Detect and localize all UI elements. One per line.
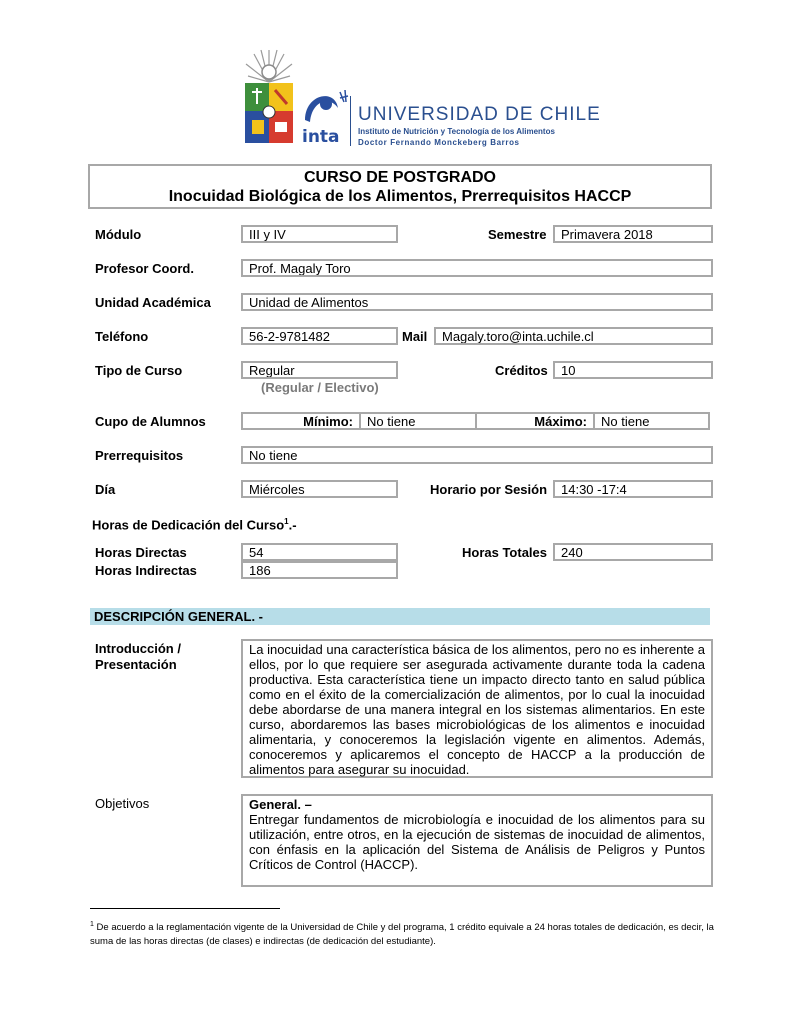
mail-field: Magaly.toro@inta.uchile.cl bbox=[434, 327, 713, 345]
modulo-label: Módulo bbox=[95, 227, 142, 242]
footnote bbox=[90, 918, 714, 949]
introduccion-text: La inocuidad una característica básica de los alimentos, pero no es inherente a ellos, por lo que requiere ser asegurada activamente durante toda la cadena productiva. Esta característica tiene un impacto directo tanto en salud pública como en el éxito de la comercialización de alimentos, por lo cual la inocuidad debe abordarse de una manera integral en los sistemas alimentarios. En este curso, abordaremos las bases microbiológicas de los alimentos e inocuidad alimentaria, y conoceremos la legislación vigente en alimentos. Además, conoceremos y aplicaremos el concepto de HACCP a la producción de alimentos para asegurar su inocuidad. bbox=[241, 639, 713, 778]
footnote-divider bbox=[90, 908, 280, 909]
unidad-label: Unidad Académica bbox=[95, 295, 211, 310]
descripcion-section-header: DESCRIPCIÓN GENERAL. - bbox=[90, 608, 710, 625]
institute-subtitle: Doctor Fernando Monckeberg Barros bbox=[358, 138, 520, 147]
minimo-label: Mínimo: bbox=[241, 412, 361, 430]
mail-label: Mail bbox=[402, 329, 428, 344]
profesor-field: Prof. Magaly Toro bbox=[241, 259, 713, 277]
horas-title-suffix: .- bbox=[288, 517, 297, 533]
semestre-field: Primavera 2018 bbox=[553, 225, 713, 243]
objetivos-box bbox=[241, 794, 713, 887]
modulo-field: III y IV bbox=[241, 225, 398, 243]
horas-directas-field: 54 bbox=[241, 543, 398, 561]
semestre-label: Semestre bbox=[488, 227, 547, 242]
creditos-label: Créditos bbox=[495, 363, 548, 378]
horas-directas-label: Horas Directas bbox=[95, 545, 187, 560]
objetivos-text: Entregar fundamentos de microbiología e inocuidad de los alimentos para su utilización, entre otros, en la ejecución de sistemas de inocuidad de alimentos, con énfasis en la aplicación del Sistema de Análisis de Peligros y Puntos Críticos de Control (HACCP). bbox=[249, 812, 705, 872]
inta-label: inta bbox=[302, 127, 340, 146]
presentacion-label: Presentación bbox=[95, 657, 177, 672]
minimo-field: No tiene bbox=[359, 412, 477, 430]
introduccion-label: Introducción / bbox=[95, 641, 181, 656]
horas-footnote-mark: 1 bbox=[284, 517, 289, 526]
horas-indirectas-label: Horas Indirectas bbox=[95, 563, 197, 578]
footnote-text: De acuerdo a la reglamentación vigente de la Universidad de Chile y del programa, 1 crédito equivale a 24 horas totales de dedicación, es decir, la suma de las horas directas (de clases) e indirectas (de dedicación del estudiante). bbox=[90, 922, 714, 948]
course-name-title: Inocuidad Biológica de los Alimentos, Prerrequisitos HACCP bbox=[168, 188, 632, 205]
horario-label: Horario por Sesión bbox=[430, 482, 548, 497]
dia-field: Miércoles bbox=[241, 480, 398, 498]
creditos-field: 10 bbox=[553, 361, 713, 379]
objetivos-label: Objetivos bbox=[95, 796, 150, 811]
tipo-hint: (Regular / Electivo) bbox=[261, 380, 379, 395]
logo-divider bbox=[350, 96, 351, 146]
telefono-field: 56-2-9781482 bbox=[241, 327, 398, 345]
cupo-label: Cupo de Alumnos bbox=[95, 414, 206, 429]
horas-totales-label: Horas Totales bbox=[462, 545, 548, 560]
footnote-mark: 1 bbox=[90, 921, 94, 928]
course-type-title: CURSO DE POSTGRADO bbox=[303, 169, 496, 186]
horas-totales-field: 240 bbox=[553, 543, 713, 561]
dia-label: Día bbox=[95, 482, 116, 497]
maximo-field: No tiene bbox=[593, 412, 710, 430]
sun-rays-icon bbox=[244, 48, 294, 84]
institute-name: Instituto de Nutrición y Tecnología de los Alimentos bbox=[358, 127, 555, 136]
university-name: UNIVERSIDAD DE CHILE bbox=[358, 104, 601, 125]
horario-field: 14:30 -17:4 bbox=[553, 480, 713, 498]
prerrequisitos-field: No tiene bbox=[241, 446, 713, 464]
shield-icon bbox=[244, 82, 294, 146]
horas-dedicacion-text: Horas de Dedicación del Curso bbox=[92, 517, 285, 533]
tipo-label: Tipo de Curso bbox=[95, 363, 183, 378]
horas-indirectas-field: 186 bbox=[241, 561, 398, 579]
prerrequisitos-label: Prerrequisitos bbox=[95, 448, 184, 463]
maximo-label: Máximo: bbox=[475, 412, 595, 430]
inta-logo-icon bbox=[300, 86, 350, 146]
course-title-box bbox=[88, 164, 712, 209]
profesor-label: Profesor Coord. bbox=[95, 261, 194, 276]
unidad-field: Unidad de Alimentos bbox=[241, 293, 713, 311]
objetivos-heading: General. – bbox=[249, 797, 312, 812]
tipo-field: Regular bbox=[241, 361, 398, 379]
telefono-label: Teléfono bbox=[95, 329, 149, 344]
horas-dedicacion-title bbox=[92, 514, 297, 533]
